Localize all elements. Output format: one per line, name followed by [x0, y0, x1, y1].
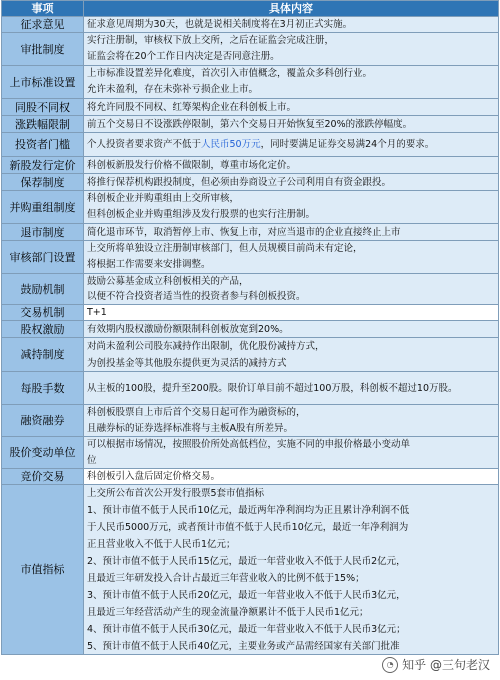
table-row: [2, 157, 499, 174]
content-line: 以便不符合投资者适当性的投资者参与科创板投资。: [87, 291, 306, 302]
row-key: 融资融券: [2, 405, 84, 437]
row-content: [84, 116, 499, 133]
row-content: [84, 469, 499, 485]
table-row: [2, 305, 499, 321]
row-content: [84, 191, 499, 224]
table-row: [2, 191, 499, 224]
row-content: [84, 66, 499, 99]
row-key: 新股发行定价: [2, 157, 84, 174]
row-key: 鼓励机制: [2, 274, 84, 305]
content-line: 证监会将在20个工作日内决定是否同意注册。: [87, 51, 280, 62]
content-line: 个人投资者要求资产不低于人民币50万元，同时要满足证券交易满24个月的要求。: [87, 139, 435, 150]
table-body: [2, 17, 499, 655]
table-row: [2, 174, 499, 191]
watermark: [378, 655, 494, 674]
content-line: 1、预计市值不低于人民币10亿元，最近两年净利润均为正且累计净利润不低: [87, 505, 410, 516]
row-content: [84, 241, 499, 274]
row-key: 竞价交易: [2, 469, 84, 485]
table-row: [2, 405, 499, 437]
row-content: [84, 321, 499, 338]
content-line: 科创板股票自上市后首个交易日起可作为融资标的，: [87, 407, 306, 418]
row-content: [84, 437, 499, 469]
row-key: 审批制度: [2, 33, 84, 66]
row-key: 退市制度: [2, 224, 84, 241]
content-line: 科创板新股发行价格不做限制，尊重市场化定价。: [87, 160, 297, 171]
content-line: 可以根据市场情况，按照股价所处高低档位，实施不同的申报价格最小变动单: [87, 439, 411, 450]
row-content: [84, 99, 499, 116]
content-line: 4、预计市值不低于人民币30亿元，最近一年营业收入不低于人民币3亿元；: [87, 624, 406, 635]
table-row: [2, 274, 499, 305]
row-key: 市值指标: [2, 485, 84, 655]
content-line: 鼓励公募基金成立科创板相关的产品，: [87, 276, 249, 287]
row-key: 股权激励: [2, 321, 84, 338]
content-line: 且最近三年研发投入合计占最近三年营业收入的比例不低于15%；: [87, 573, 365, 584]
content-line: 科创板企业并购重组由上交所审核，: [87, 193, 240, 204]
row-content: [84, 174, 499, 191]
zhihu-avatar-icon: ◔: [382, 657, 398, 673]
row-key: 同股不同权: [2, 99, 84, 116]
row-content: [84, 17, 499, 33]
row-key: 每股手数: [2, 372, 84, 405]
row-key: 上市标准设置: [2, 66, 84, 99]
content-line: 为创投基金等其他股东提供更为灵活的减持方式: [87, 358, 287, 369]
content-line: 有效期内股权激励份额限制科创板放宽到20%。: [87, 324, 289, 335]
content-line: 将推行保荐机构跟投制度，但必须由券商设立子公司利用自有资金跟投。: [87, 177, 392, 188]
content-line: 实行注册制，审核权下放上交所，之后在证监会完成注册，: [87, 35, 335, 46]
row-key: 交易机制: [2, 305, 84, 321]
policy-table: [1, 0, 499, 655]
table-row: [2, 338, 499, 372]
table-row: [2, 372, 499, 405]
row-key: 减持制度: [2, 338, 84, 372]
content-line: 将根据工作需要来安排调整。: [87, 259, 211, 270]
table-row: [2, 469, 499, 485]
table-header: [2, 1, 499, 17]
row-content: [84, 157, 499, 174]
row-content: [84, 224, 499, 241]
table-row: [2, 437, 499, 469]
content-line: 上交所公布首次公开发行股票5套市值指标: [87, 488, 265, 499]
table-row: [2, 133, 499, 157]
content-line: 于人民币5000万元，或者预计市值不低于人民币10亿元，最近一年净利润为: [87, 522, 409, 533]
row-key: 审核部门设置: [2, 241, 84, 274]
row-key: 投资者门槛: [2, 133, 84, 157]
content-line: 上市标准设置差异化难度，首次引入市值概念，覆盖众多科创行业。: [87, 68, 373, 79]
content-line: 允许未盈利，存在未弥补亏损企业上市。: [87, 84, 259, 95]
table-row: [2, 241, 499, 274]
watermark-text: 知乎 @三句老汉: [402, 658, 490, 672]
header-content: 具体内容: [84, 1, 499, 17]
content-line: 前五个交易日不设涨跌停限制，第六个交易日开始恢复至20%的涨跌停幅度。: [87, 119, 413, 130]
highlighted-amount: 人民币50万元: [201, 139, 261, 150]
table-row: [2, 17, 499, 33]
row-content: [84, 338, 499, 372]
content-line: 且融券标的证券选择标准将与主板A股有所差异。: [87, 423, 293, 434]
row-content: [84, 485, 499, 655]
row-key: 保荐制度: [2, 174, 84, 191]
row-content: [84, 305, 499, 321]
table-row: [2, 224, 499, 241]
content-line: 从主板的100股，提升至200股。限价订单目前不超过100万股，科创板不超过10万股。: [87, 383, 458, 394]
row-content: [84, 274, 499, 305]
row-content: [84, 372, 499, 405]
content-line: 上交所将单独设立注册制审核部门，但人员规模目前尚未有定论，: [87, 243, 363, 254]
table-row: [2, 33, 499, 66]
content-line: 正且营业收入不低于人民币1亿元；: [87, 539, 236, 550]
content-line: 科创板引入盘后固定价格交易。: [87, 471, 221, 482]
row-key: 股价变动单位: [2, 437, 84, 469]
content-line: 位: [87, 455, 97, 466]
row-key: 并购重组制度: [2, 191, 84, 224]
row-content: [84, 405, 499, 437]
row-key: 征求意见: [2, 17, 84, 33]
content-line: 且最近三年经营活动产生的现金流量净额累计不低于人民币1亿元；: [87, 607, 369, 618]
content-line: 对尚未盈利公司股东减持作出限制，优化股份减持方式，: [87, 341, 325, 352]
content-line: 征求意见周期为30天，也就是说相关制度将在3月初正式实施。: [87, 19, 353, 30]
row-content: [84, 33, 499, 66]
content-line: 简化退市环节，取消暂停上市、恢复上市，对应当退市的企业直接终止上市: [87, 227, 401, 238]
content-line: 5、预计市值不低于人民币40亿元，主要业务或产品需经国家有关部门批准: [87, 641, 400, 652]
table-row: [2, 321, 499, 338]
content-line: 2、预计市值不低于人民币15亿元，最近一年营业收入不低于人民币2亿元，: [87, 556, 406, 567]
table-row: [2, 485, 499, 655]
content-line: T+1: [87, 307, 107, 318]
content-line: 但科创板企业并购重组涉及发行股票的也实行注册制。: [87, 209, 316, 220]
content-line: 3、预计市值不低于人民币20亿元，最近一年营业收入不低于人民币3亿元，: [87, 590, 406, 601]
table-row: [2, 116, 499, 133]
content-line: 将允许同股不同权、红筹架构企业在科创板上市。: [87, 102, 297, 113]
table-row: [2, 66, 499, 99]
table-row: [2, 99, 499, 116]
row-content: [84, 133, 499, 157]
header-item: 事项: [2, 1, 84, 17]
row-key: 涨跌幅限制: [2, 116, 84, 133]
